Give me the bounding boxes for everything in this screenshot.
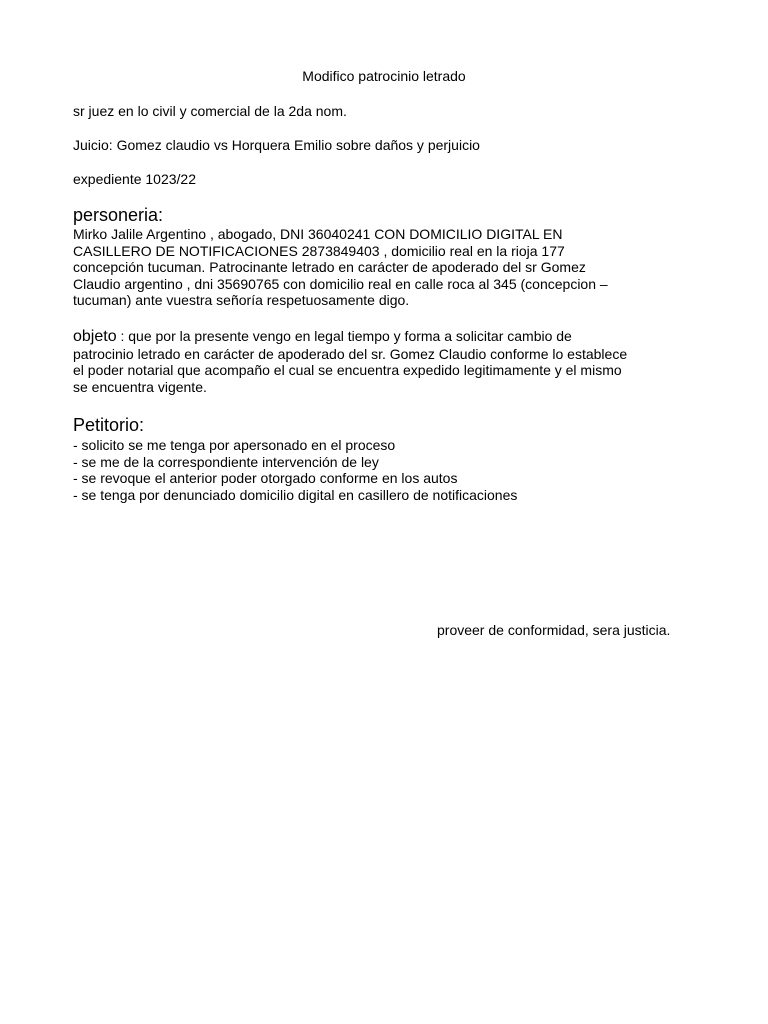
petitorio-item: - se tenga por denunciado domicilio digital en casillero de notificaciones: [73, 486, 518, 503]
petitorio-list: [73, 437, 713, 503]
document-title: Modifico patrocinio letrado: [302, 68, 466, 84]
objeto-line: el poder notarial que acompaño el cual se encuentra expedido legitimamente y el mismo: [73, 362, 622, 378]
petitorio-heading: Petitorio:: [73, 415, 145, 435]
personeria-line: Mirko Jalile Argentino , abogado, DNI 36040241 CON DOMICILIO DIGITAL EN: [73, 226, 563, 242]
personeria-line: Claudio argentino , dni 35690765 con domicilio real en calle roca al 345 (concepcion –: [73, 275, 608, 292]
personeria-heading: personeria:: [73, 205, 164, 225]
petitorio-item: - se me de la correspondiente intervención de ley: [73, 453, 379, 470]
petitorio-item: - se revoque el anterior poder otorgado conforme en los autos: [73, 470, 458, 486]
closing-line: proveer de conformidad, sera justicia.: [437, 622, 671, 638]
personeria-line: CASILLERO DE NOTIFICACIONES 2873849403 , domicilio real en la rioja 177: [73, 242, 565, 259]
juicio-line: Juicio: Gomez claudio vs Horquera Emilio sobre daños y perjuicio: [73, 137, 480, 153]
expediente-line: expediente 1023/22: [73, 171, 196, 187]
objeto-paragraph: [73, 328, 713, 395]
petitorio-item: - solicito se me tenga por apersonado en el proceso: [73, 437, 396, 453]
personeria-line: tucuman) ante vuestra señoría respetuosamente digo.: [73, 292, 410, 308]
objeto-first-line-text: : que por la presente vengo en legal tiempo y forma a solicitar cambio de: [116, 328, 572, 344]
objeto-line: patrocinio letrado en carácter de apoderado del sr. Gomez Claudio conforme lo establece: [73, 345, 628, 362]
personeria-paragraph: [73, 226, 713, 309]
objeto-heading: objeto: [73, 328, 117, 345]
objeto-line: se encuentra vigente.: [73, 378, 207, 395]
objeto-first-line: [73, 328, 713, 346]
personeria-line: concepción tucuman. Patrocinante letrado en carácter de apoderado del sr Gomez: [73, 259, 586, 275]
addressee: sr juez en lo civil y comercial de la 2da nom.: [73, 103, 347, 119]
